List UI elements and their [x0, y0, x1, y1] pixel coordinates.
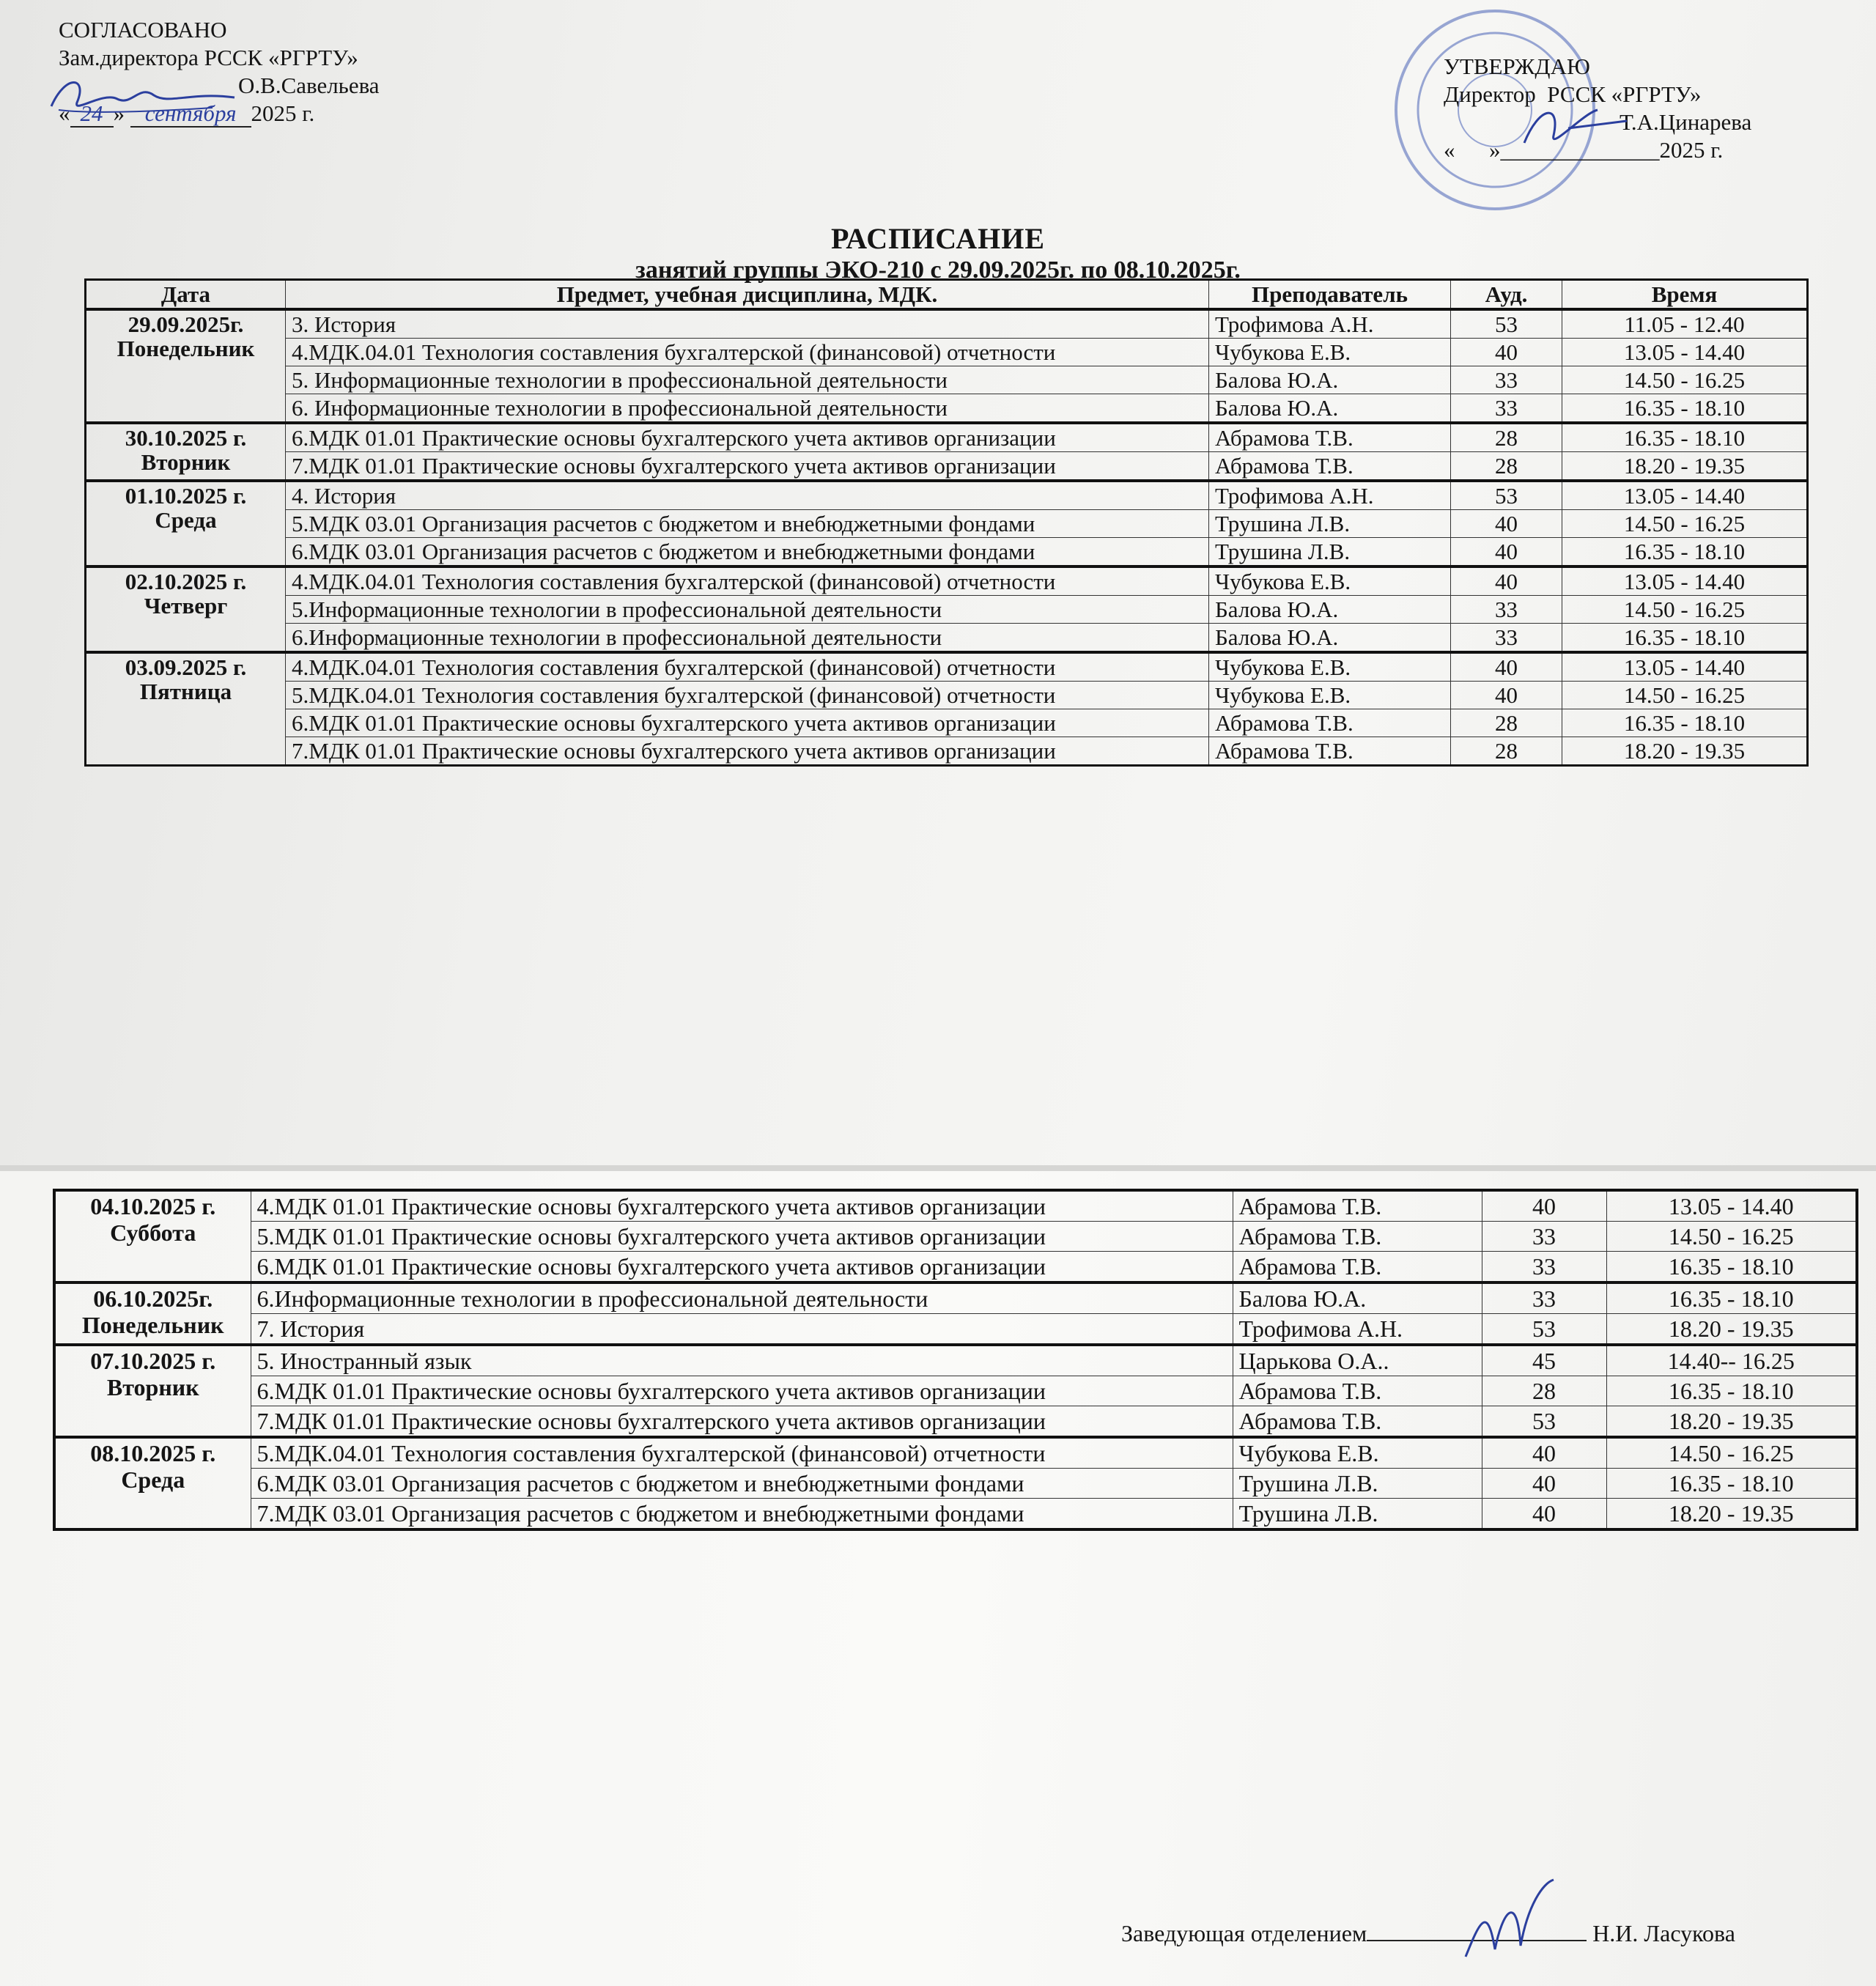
table-header-row	[86, 280, 1808, 310]
col-header-date: Дата	[86, 280, 286, 310]
time-cell: 16.35 - 18.10	[1562, 394, 1808, 424]
room-cell: 28	[1451, 737, 1562, 766]
subject-cell: 3. История	[286, 309, 1209, 339]
teacher-cell: Абрамова Т.В.	[1233, 1190, 1482, 1222]
subject-cell: 6.МДК 01.01 Практические основы бухгалтерского учета активов организации	[286, 423, 1209, 452]
table-row	[54, 1314, 1857, 1345]
date-cell	[54, 1282, 251, 1345]
time-cell: 11.05 - 12.40	[1562, 309, 1808, 339]
teacher-cell: Балова Ю.А.	[1209, 394, 1451, 424]
approval-right-date: « »______________2025 г.	[1444, 137, 1724, 163]
teacher-cell: Абрамова Т.В.	[1233, 1406, 1482, 1438]
table-row	[86, 423, 1808, 452]
col-header-time: Время	[1562, 280, 1808, 310]
date-cell	[86, 566, 286, 652]
time-cell: 16.35 - 18.10	[1606, 1282, 1857, 1314]
teacher-cell: Чубукова Е.В.	[1209, 652, 1451, 682]
weekday-value: Четверг	[144, 593, 228, 619]
date-value: 30.10.2025 г.	[125, 425, 247, 451]
date-cell	[54, 1190, 251, 1282]
table-row	[86, 737, 1808, 766]
approval-left-date: « 24 » сентября 2025 г.	[59, 100, 315, 126]
date-value: 07.10.2025 г.	[90, 1348, 216, 1374]
room-cell: 40	[1482, 1190, 1606, 1222]
table-row	[86, 339, 1808, 366]
teacher-cell: Чубукова Е.В.	[1209, 682, 1451, 709]
time-cell: 14.50 - 16.25	[1562, 682, 1808, 709]
table-row	[54, 1222, 1857, 1252]
teacher-cell: Трушина Л.В.	[1209, 510, 1451, 538]
room-cell: 40	[1482, 1499, 1606, 1530]
teacher-cell: Балова Ю.А.	[1233, 1282, 1482, 1314]
schedule-table-part1	[84, 278, 1809, 767]
table-row	[86, 596, 1808, 624]
date-cell	[86, 309, 286, 423]
table-row	[54, 1469, 1857, 1499]
room-cell: 33	[1451, 366, 1562, 394]
teacher-cell: Чубукова Е.В.	[1209, 566, 1451, 596]
subject-cell: 6.МДК 01.01 Практические основы бухгалтерского учета активов организации	[251, 1252, 1233, 1283]
teacher-cell: Трофимова А.Н.	[1233, 1314, 1482, 1345]
photo-seam	[0, 1165, 1876, 1171]
time-cell: 13.05 - 14.40	[1562, 652, 1808, 682]
time-cell: 18.20 - 19.35	[1606, 1314, 1857, 1345]
subject-cell: 6.МДК 03.01 Организация расчетов с бюджетом и внебюджетными фондами	[251, 1469, 1233, 1499]
weekday-value: Суббота	[110, 1219, 196, 1246]
teacher-cell: Абрамова Т.В.	[1209, 737, 1451, 766]
table-row	[86, 709, 1808, 737]
table-row	[54, 1406, 1857, 1438]
room-cell: 33	[1451, 394, 1562, 424]
weekday-value: Вторник	[141, 449, 231, 475]
date-cell	[54, 1437, 251, 1529]
date-cell	[86, 423, 286, 481]
table-row	[86, 309, 1808, 339]
weekday-value: Понедельник	[117, 336, 255, 361]
room-cell: 33	[1482, 1222, 1606, 1252]
subject-cell: 6.МДК 01.01 Практические основы бухгалтерского учета активов организации	[251, 1376, 1233, 1406]
date-cell	[54, 1345, 251, 1437]
signature-right	[1510, 99, 1642, 158]
room-cell: 40	[1451, 510, 1562, 538]
time-cell: 18.20 - 19.35	[1606, 1406, 1857, 1438]
date-cell	[86, 652, 286, 766]
time-cell: 16.35 - 18.10	[1562, 423, 1808, 452]
teacher-cell: Трушина Л.В.	[1233, 1469, 1482, 1499]
weekday-value: Вторник	[106, 1374, 199, 1400]
teacher-cell: Царькова О.А..	[1233, 1345, 1482, 1376]
table-row	[86, 452, 1808, 481]
room-cell: 40	[1451, 538, 1562, 567]
room-cell: 40	[1451, 682, 1562, 709]
table-row	[86, 652, 1808, 682]
date-value: 04.10.2025 г.	[90, 1193, 216, 1219]
approval-left-heading: СОГЛАСОВАНО	[59, 17, 227, 43]
subject-cell: 4.МДК.04.01 Технология составления бухгалтерской (финансовой) отчетности	[286, 652, 1209, 682]
room-cell: 28	[1451, 709, 1562, 737]
room-cell: 40	[1482, 1469, 1606, 1499]
subject-cell: 7. История	[251, 1314, 1233, 1345]
weekday-value: Среда	[121, 1466, 185, 1493]
table-row	[86, 510, 1808, 538]
subject-cell: 7.МДК 01.01 Практические основы бухгалтерского учета активов организации	[286, 737, 1209, 766]
room-cell: 28	[1482, 1376, 1606, 1406]
teacher-cell: Чубукова Е.В.	[1233, 1437, 1482, 1469]
col-header-teacher: Преподаватель	[1209, 280, 1451, 310]
subject-cell: 6.Информационные технологии в профессиональной деятельности	[286, 624, 1209, 653]
date-cell	[86, 481, 286, 566]
subject-cell: 5. Иностранный язык	[251, 1345, 1233, 1376]
teacher-cell: Абрамова Т.В.	[1233, 1376, 1482, 1406]
subject-cell: 6.МДК 01.01 Практические основы бухгалтерского учета активов организации	[286, 709, 1209, 737]
date-value: 02.10.2025 г.	[125, 569, 247, 594]
subject-cell: 5.МДК 03.01 Организация расчетов с бюджетом и внебюджетными фондами	[286, 510, 1209, 538]
date-value: 01.10.2025 г.	[125, 483, 247, 509]
room-cell: 40	[1451, 339, 1562, 366]
table-row	[86, 538, 1808, 567]
approval-left-day: 24	[70, 100, 114, 128]
time-cell: 18.20 - 19.35	[1562, 737, 1808, 766]
time-cell: 16.35 - 18.10	[1562, 709, 1808, 737]
weekday-value: Пятница	[139, 679, 232, 704]
subject-cell: 7.МДК 03.01 Организация расчетов с бюджетом и внебюджетными фондами	[251, 1499, 1233, 1530]
col-header-subject: Предмет, учебная дисциплина, МДК.	[286, 280, 1209, 310]
footer-name: Н.И. Ласукова	[1592, 1920, 1735, 1946]
time-cell: 16.35 - 18.10	[1606, 1469, 1857, 1499]
time-cell: 14.50 - 16.25	[1562, 596, 1808, 624]
teacher-cell: Трушина Л.В.	[1233, 1499, 1482, 1530]
subject-cell: 7.МДК 01.01 Практические основы бухгалтерского учета активов организации	[286, 452, 1209, 481]
time-cell: 13.05 - 14.40	[1562, 339, 1808, 366]
table-row	[54, 1437, 1857, 1469]
room-cell: 33	[1482, 1282, 1606, 1314]
subject-cell: 5.МДК.04.01 Технология составления бухгалтерской (финансовой) отчетности	[286, 682, 1209, 709]
time-cell: 13.05 - 14.40	[1606, 1190, 1857, 1222]
table-row	[54, 1345, 1857, 1376]
table-row	[54, 1252, 1857, 1283]
teacher-cell: Трофимова А.Н.	[1209, 309, 1451, 339]
time-cell: 14.50 - 16.25	[1606, 1437, 1857, 1469]
room-cell: 53	[1451, 309, 1562, 339]
room-cell: 45	[1482, 1345, 1606, 1376]
date-value: 06.10.2025г.	[93, 1285, 213, 1312]
table-row	[86, 366, 1808, 394]
table-row	[86, 566, 1808, 596]
room-cell: 33	[1482, 1252, 1606, 1283]
subject-cell: 4.МДК 01.01 Практические основы бухгалтерского учета активов организации	[251, 1190, 1233, 1222]
room-cell: 40	[1482, 1437, 1606, 1469]
subject-cell: 4.МДК.04.01 Технология составления бухгалтерской (финансовой) отчетности	[286, 339, 1209, 366]
teacher-cell: Балова Ю.А.	[1209, 366, 1451, 394]
table-row	[54, 1376, 1857, 1406]
approval-left-month: сентября	[130, 100, 251, 128]
room-cell: 53	[1482, 1314, 1606, 1345]
table-row	[54, 1282, 1857, 1314]
footer-position: Заведующая отделением	[1121, 1920, 1367, 1946]
room-cell: 40	[1451, 652, 1562, 682]
time-cell: 16.35 - 18.10	[1562, 538, 1808, 567]
time-cell: 14.50 - 16.25	[1606, 1222, 1857, 1252]
subject-cell: 5.Информационные технологии в профессиональной деятельности	[286, 596, 1209, 624]
room-cell: 33	[1451, 596, 1562, 624]
approval-left-position: Зам.директора РССК «РГРТУ»	[59, 45, 358, 70]
schedule-table-part2	[53, 1189, 1858, 1531]
table-row	[86, 481, 1808, 510]
table-row	[54, 1499, 1857, 1530]
approval-right-name: Т.А.Цинарева	[1620, 109, 1752, 135]
footer-signature-line	[1121, 1920, 1735, 1947]
subject-cell: 5.МДК.04.01 Технология составления бухгалтерской (финансовой) отчетности	[251, 1437, 1233, 1469]
teacher-cell: Балова Ю.А.	[1209, 624, 1451, 653]
time-cell: 16.35 - 18.10	[1606, 1376, 1857, 1406]
subject-cell: 4.МДК.04.01 Технология составления бухгалтерской (финансовой) отчетности	[286, 566, 1209, 596]
teacher-cell: Трофимова А.Н.	[1209, 481, 1451, 510]
subject-cell: 4. История	[286, 481, 1209, 510]
date-value: 29.09.2025г.	[128, 311, 244, 337]
signature-footer	[1451, 1876, 1568, 1979]
approval-left-name: О.В.Савельева	[238, 73, 380, 98]
time-cell: 14.50 - 16.25	[1562, 510, 1808, 538]
date-value: 08.10.2025 г.	[90, 1440, 216, 1466]
room-cell: 28	[1451, 452, 1562, 481]
teacher-cell: Абрамова Т.В.	[1209, 423, 1451, 452]
table-row	[86, 624, 1808, 653]
approval-right-position: Директор РССК «РГРТУ»	[1444, 81, 1702, 107]
subject-cell: 5. Информационные технологии в профессиональной деятельности	[286, 366, 1209, 394]
time-cell: 16.35 - 18.10	[1606, 1252, 1857, 1283]
signature-left	[44, 70, 242, 125]
subject-cell: 6. Информационные технологии в профессиональной деятельности	[286, 394, 1209, 424]
subject-cell: 6.Информационные технологии в профессиональной деятельности	[251, 1282, 1233, 1314]
approval-right-heading: УТВЕРЖДАЮ	[1444, 53, 1590, 79]
teacher-cell: Абрамова Т.В.	[1209, 452, 1451, 481]
room-cell: 40	[1451, 566, 1562, 596]
teacher-cell: Абрамова Т.В.	[1209, 709, 1451, 737]
room-cell: 53	[1451, 481, 1562, 510]
time-cell: 13.05 - 14.40	[1562, 481, 1808, 510]
room-cell: 53	[1482, 1406, 1606, 1438]
date-value: 03.09.2025 г.	[125, 654, 247, 680]
teacher-cell: Чубукова Е.В.	[1209, 339, 1451, 366]
table-row	[86, 682, 1808, 709]
room-cell: 28	[1451, 423, 1562, 452]
room-cell: 33	[1451, 624, 1562, 653]
teacher-cell: Абрамова Т.В.	[1233, 1252, 1482, 1283]
col-header-room: Ауд.	[1451, 280, 1562, 310]
table-row	[54, 1190, 1857, 1222]
subject-cell: 6.МДК 03.01 Организация расчетов с бюджетом и внебюджетными фондами	[286, 538, 1209, 567]
teacher-cell: Абрамова Т.В.	[1233, 1222, 1482, 1252]
time-cell: 16.35 - 18.10	[1562, 624, 1808, 653]
time-cell: 18.20 - 19.35	[1562, 452, 1808, 481]
subject-cell: 5.МДК 01.01 Практические основы бухгалтерского учета активов организации	[251, 1222, 1233, 1252]
time-cell: 13.05 - 14.40	[1562, 566, 1808, 596]
table-row	[86, 394, 1808, 424]
weekday-value: Понедельник	[81, 1312, 224, 1338]
weekday-value: Среда	[155, 507, 217, 533]
time-cell: 14.50 - 16.25	[1562, 366, 1808, 394]
teacher-cell: Трушина Л.В.	[1209, 538, 1451, 567]
time-cell: 18.20 - 19.35	[1606, 1499, 1857, 1530]
page-subtitle: занятий группы ЭКО-210 с 29.09.2025г. по 08.10.2025г.	[635, 256, 1241, 284]
teacher-cell: Балова Ю.А.	[1209, 596, 1451, 624]
subject-cell: 7.МДК 01.01 Практические основы бухгалтерского учета активов организации	[251, 1406, 1233, 1438]
time-cell: 14.40-- 16.25	[1606, 1345, 1857, 1376]
page-title: РАСПИСАНИЕ	[830, 222, 1045, 255]
title-block	[0, 224, 1876, 284]
